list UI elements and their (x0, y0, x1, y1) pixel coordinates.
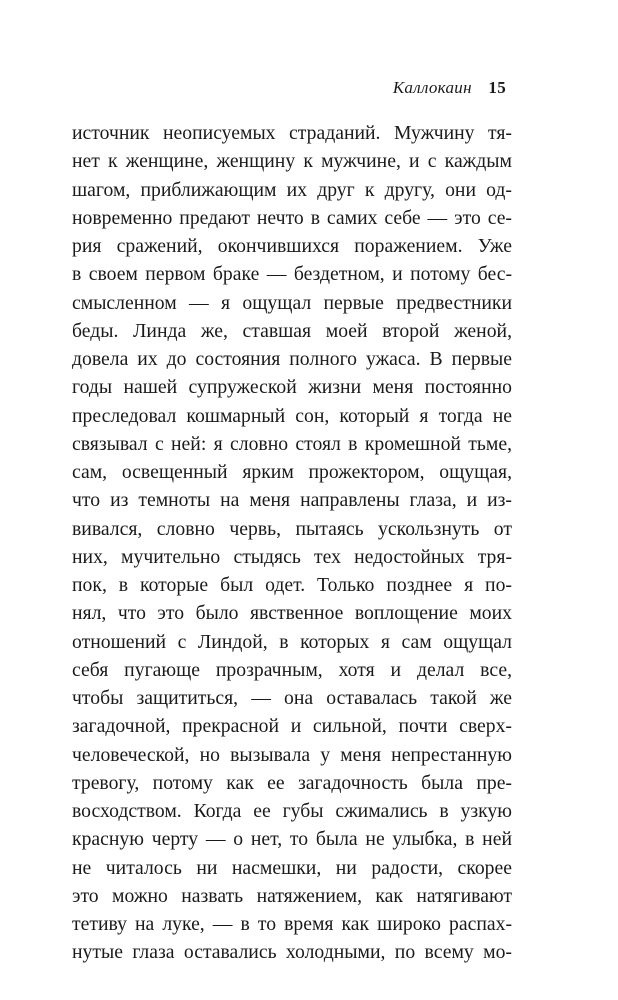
text-line: красную черту — о нет, то была не улыбка, в ней (72, 828, 512, 851)
text-line: беды. Линда же, ставшая моей второй женой, (72, 319, 512, 342)
text-line: что из темноты на меня направлены глаза, и из- (72, 489, 512, 512)
text-line: загадочной, прекрасной и сильной, почти сверх- (72, 715, 512, 738)
book-title: Каллокаин (392, 78, 472, 97)
running-head (393, 78, 506, 98)
text-line: вивался, словно червь, пытаясь ускользнуть от (72, 517, 512, 540)
page-number: 15 (488, 78, 506, 97)
text-line: это можно назвать натяжением, как натягивают (72, 884, 512, 907)
text-line: человеческой, но вызывала у меня непрестанную (72, 743, 512, 766)
body-text (72, 119, 512, 967)
text-line: преследовал кошмарный сон, который я тогда не (72, 404, 512, 427)
text-line: нутые глаза оставались холодными, по всему мо- (72, 941, 512, 964)
text-line: тетиву на луке, — в то время как широко распах- (72, 913, 512, 935)
text-line: в своем первом браке — бездетном, и потому бес- (72, 263, 512, 286)
text-line: нял, что это было явственное воплощение моих (72, 602, 512, 625)
text-line: годы нашей супружеской жизни меня постоянно (72, 376, 512, 399)
text-line: отношений с Линдой, в которых я сам ощущал (72, 630, 512, 653)
text-line: довела их до состояния полного ужаса. В первые (72, 348, 512, 370)
text-line: себя пугающе прозрачным, хотя и делал все, (72, 658, 512, 681)
text-line: рия сражений, окончившихся поражением. Уже (72, 235, 512, 257)
text-line: смысленном — я ощущал первые предвестники (72, 291, 512, 314)
text-line: чтобы защититься, — она оставалась такой же (72, 687, 512, 709)
text-line: шагом, приближающим их друг к другу, они од- (72, 178, 512, 201)
text-line: пок, в которые был одет. Только позднее я по- (72, 574, 512, 596)
text-line: них, мучительно стыдясь тех недостойных тря- (72, 545, 512, 568)
text-line: нет к женщине, женщину к мужчине, и с каждым (72, 150, 512, 173)
text-line: тревогу, потому как ее загадочность была пре- (72, 771, 512, 794)
text-line: источник неописуемых страданий. Мужчину тя- (72, 122, 512, 144)
text-line: восходством. Когда ее губы сжимались в узкую (72, 800, 512, 822)
text-line: не читалось ни насмешки, ни радости, скорее (72, 856, 512, 879)
text-line: сам, освещенный ярким прожектором, ощущая, (72, 461, 512, 483)
text-line: связывал с ней: я словно стоял в кромешной тьме, (72, 432, 512, 455)
text-line: новременно предают нечто в самих себе — это се- (72, 206, 512, 229)
